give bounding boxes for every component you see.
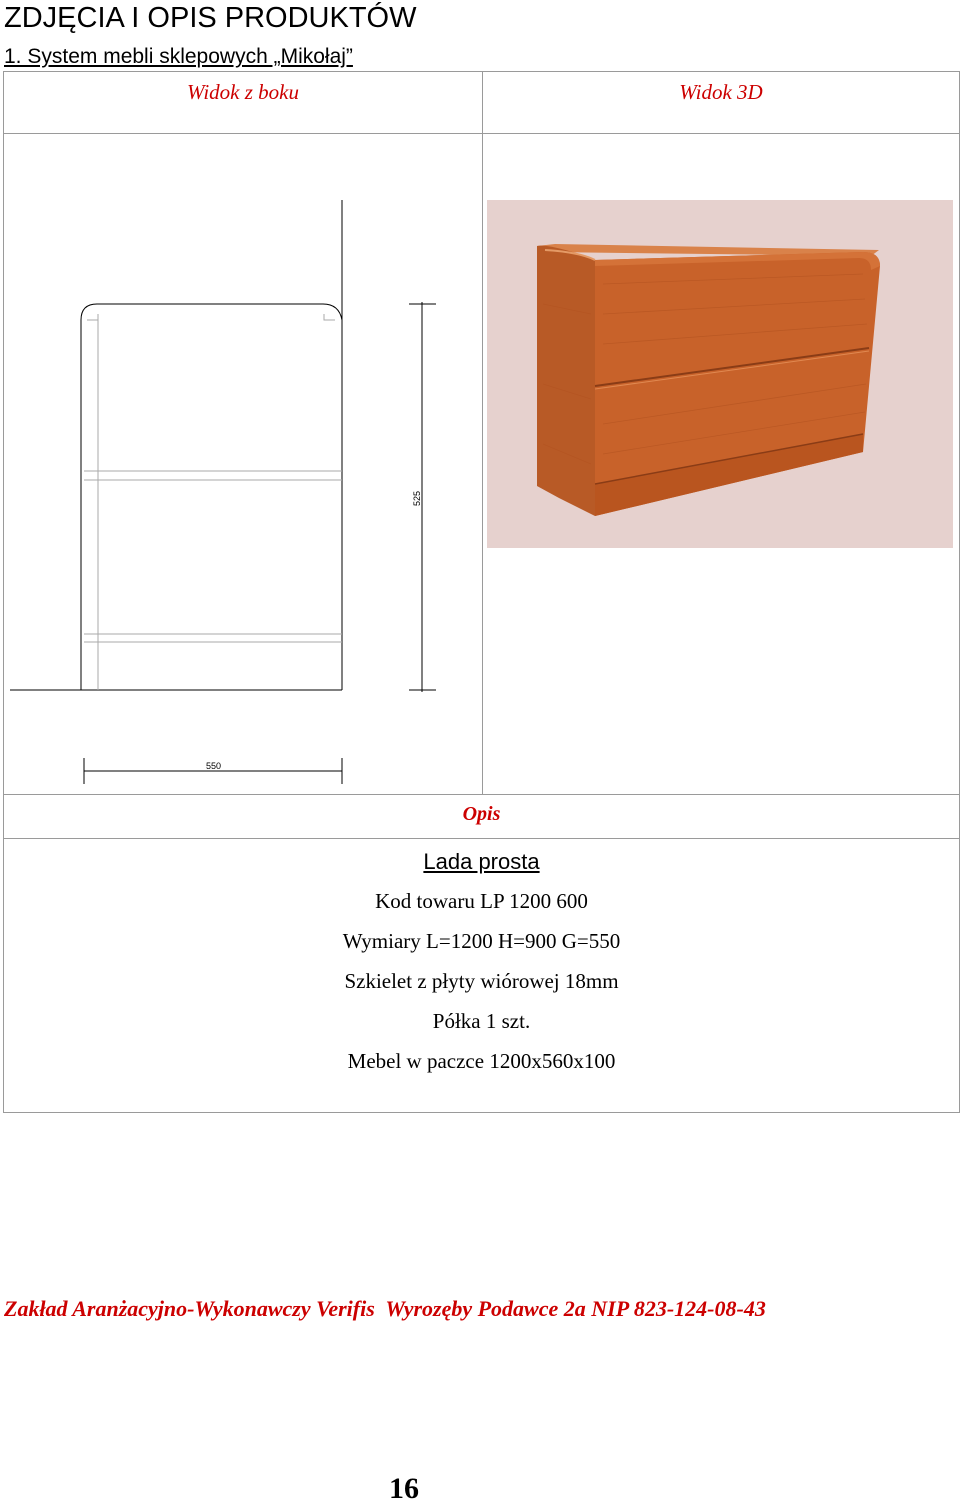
product-name: Lada prosta: [423, 849, 540, 874]
section-subtitle: 1. System mebli sklepowych „Mikołaj”: [4, 45, 353, 68]
page-title: ZDJĘCIA I OPIS PRODUKTÓW: [4, 2, 417, 34]
product-package: Mebel w paczce 1200x560x100: [347, 1049, 616, 1073]
side-view-header-cell: [4, 72, 483, 134]
side-view-drawing: [4, 134, 482, 794]
product-code: Kod towaru LP 1200 600: [375, 889, 588, 913]
height-dimension-label: 525: [412, 490, 422, 506]
page-number: 16: [389, 1472, 419, 1505]
product-frame: Szkielet z płyty wiórowej 18mm: [344, 969, 619, 993]
side-view-label: Widok z boku: [187, 80, 299, 104]
view-3d-label: Widok 3D: [679, 80, 763, 104]
company-footer: Zakład Aranżacyjno-Wykonawczy Verifis Wyrozęby Podawce 2a NIP 823-124-08-43: [4, 1296, 766, 1321]
opis-label: Opis: [462, 803, 501, 825]
view-3d-cell: [483, 134, 960, 795]
view-3d-header-cell: [483, 72, 960, 134]
product-photo: [483, 134, 959, 794]
product-shelf: Półka 1 szt.: [432, 1009, 531, 1033]
width-dimension-label: 550: [206, 761, 222, 771]
side-view-cell: [4, 134, 483, 795]
product-table: [3, 71, 960, 1113]
opis-header-cell: [4, 795, 960, 839]
description-cell: [4, 839, 960, 1113]
product-dimensions: Wymiary L=1200 H=900 G=550: [342, 929, 621, 953]
